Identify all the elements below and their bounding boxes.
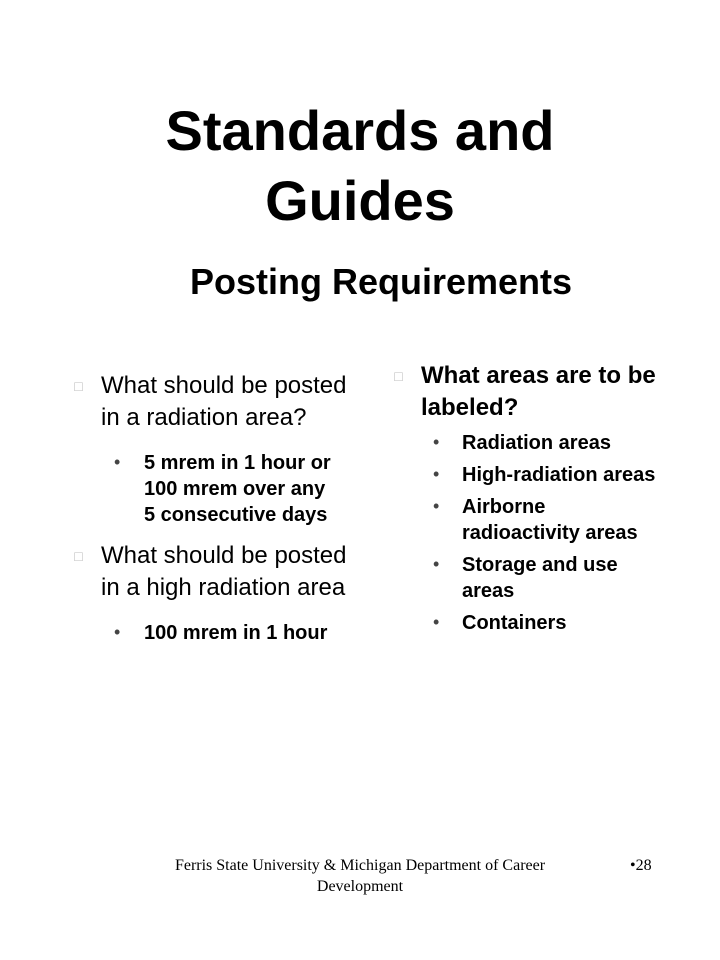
slide-subtitle: Posting Requirements xyxy=(190,261,573,302)
square-bullet-icon: □ xyxy=(74,548,83,564)
answer-high-radiation-area xyxy=(70,620,334,646)
square-bullet-icon: □ xyxy=(394,368,403,384)
footer-source: Ferris State University & Michigan Department of Career Development xyxy=(174,857,546,895)
list-item xyxy=(390,610,662,636)
bullet-dot-icon: • xyxy=(433,612,440,632)
list-item xyxy=(390,462,662,488)
bullet-dot-icon: • xyxy=(114,452,121,472)
list-item xyxy=(390,552,642,604)
page-number: •28 xyxy=(630,857,652,874)
title-line-1: Standards and xyxy=(165,99,555,162)
answer-radiation-area xyxy=(70,450,334,528)
bullet-dot-icon: • xyxy=(433,432,440,452)
question-posted-high-radiation-area xyxy=(70,540,360,604)
square-bullet-icon: □ xyxy=(74,378,83,394)
bullet-dot-icon: • xyxy=(433,496,440,516)
question-text: What should be posted in a high radiation area xyxy=(101,542,347,601)
list-item-text: Containers xyxy=(462,612,567,634)
question-text: What areas are to be labeled? xyxy=(421,362,656,421)
left-column xyxy=(70,360,360,646)
bullet-dot-icon: • xyxy=(114,622,121,642)
question-areas-labeled xyxy=(390,360,691,424)
slide-title xyxy=(0,96,720,236)
list-item-text: Airborne radioactivity areas xyxy=(462,496,638,544)
question-text: What should be posted in a radiation area? xyxy=(101,372,347,431)
answer-text: 5 mrem in 1 hour or 100 mrem over any 5 consecutive days xyxy=(144,452,331,526)
list-item xyxy=(390,494,642,546)
list-item-text: Radiation areas xyxy=(462,432,611,454)
list-item-text: Storage and use areas xyxy=(462,554,618,602)
right-column xyxy=(390,360,690,636)
list-item xyxy=(390,430,672,456)
bullet-dot-icon: • xyxy=(433,554,440,574)
list-item-text: High-radiation areas xyxy=(462,464,656,486)
title-line-2: Guides xyxy=(265,169,455,232)
bullet-dot-icon: • xyxy=(433,464,440,484)
answer-text: 100 mrem in 1 hour xyxy=(144,622,328,644)
question-posted-radiation-area xyxy=(70,370,360,434)
